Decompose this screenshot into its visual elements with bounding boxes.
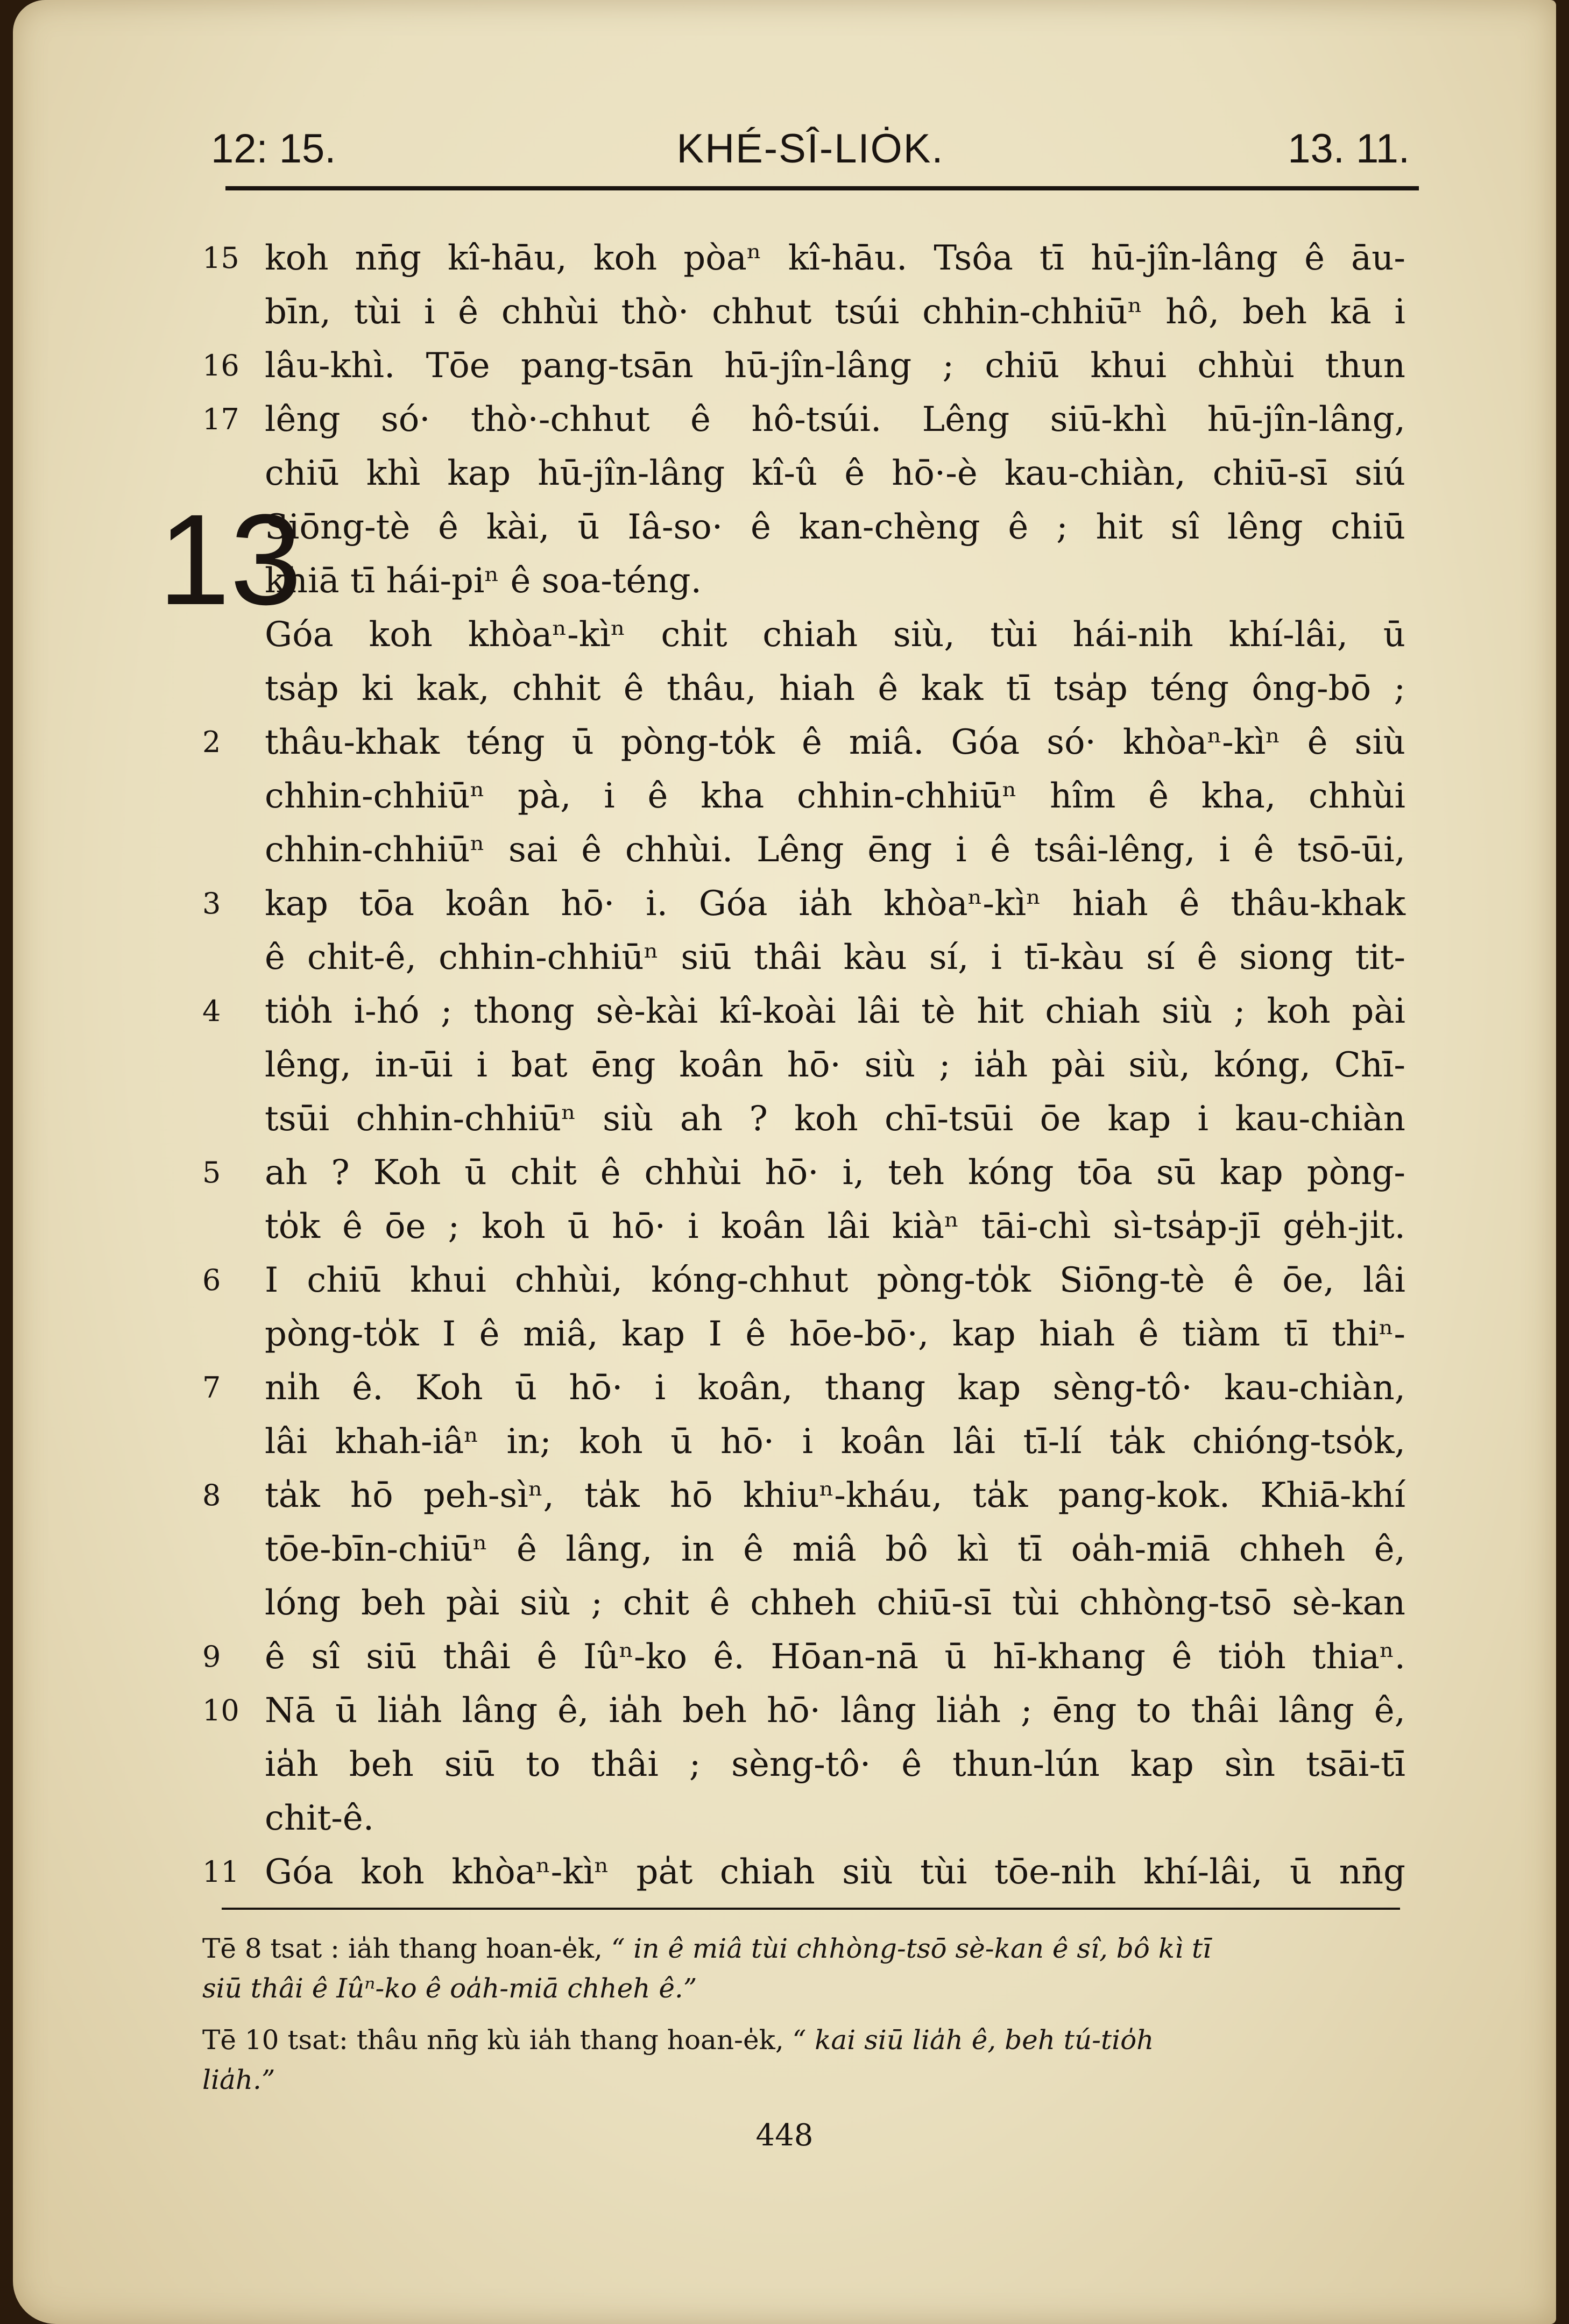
verse-number: 15 xyxy=(202,241,239,275)
header-book-title: KHÉ-SÎ-LIȮK. xyxy=(676,126,944,172)
footnote-1-continued xyxy=(202,1968,1408,2008)
footnote-1 xyxy=(202,1929,1408,1968)
footnote-quote-cont: lia̍h.” xyxy=(202,2064,275,2095)
text-line: tio̍h i-hó ; thong sè-kài kî-koài lâi tè hit chiah siù ; koh pài xyxy=(265,991,1405,1031)
verse-number: 16 xyxy=(202,349,239,382)
running-header xyxy=(211,119,1410,179)
footnote-quote-cont: siū thâi ê Iûⁿ-ko ê oa̍h-miā chheh ê.” xyxy=(202,1973,697,2004)
page-number: 448 xyxy=(755,2118,814,2153)
verse-number: 6 xyxy=(202,1263,221,1297)
text-line: chhin-chhiūⁿ pà, i ê kha chhin-chhiūⁿ hîm ê kha, chhùi xyxy=(265,776,1405,816)
text-line: thâu-khak téng ū pòng-to̍k ê miâ. Góa só· khòaⁿ-kìⁿ ê siù xyxy=(265,722,1405,762)
text-line: ê sî siū thâi ê Iûⁿ-ko ê. Hōan-nā ū hī-khang ê tio̍h thiaⁿ. xyxy=(265,1637,1405,1677)
text-line: khiā tī hái-piⁿ ê soa-téng. xyxy=(265,561,702,601)
text-line: ah ? Koh ū chi̍t ê chhùi hō· i, teh kóng tōa sū kap pòng- xyxy=(265,1153,1405,1193)
footnote-quote: “ in ê miâ tùi chhòng-tsō sè-kan ê sî, bô kì tī xyxy=(611,1933,1212,1964)
verse-number: 11 xyxy=(202,1855,239,1889)
footnote-lead: Tē 8 tsat : ia̍h thang hoan-e̍k, xyxy=(202,1933,611,1964)
text-line: chhin-chhiūⁿ sai ê chhùi. Lêng ēng i ê tsâi-lêng, i ê tsō-ūi, xyxy=(265,830,1405,870)
text-line: chiū khì kap hū-jîn-lâng kî-û ê hō·-è kau-chiàn, chiū-sī siú xyxy=(265,454,1405,493)
text-line: to̍k ê ōe ; koh ū hō· i koân lâi kiàⁿ tāi-chì sì-tsa̍p-jī ge̍h-ji̍t. xyxy=(265,1207,1405,1246)
text-line: lêng, in-ūi i bat ēng koân hō· siù ; ia̍h pài siù, kóng, Chī- xyxy=(265,1045,1405,1085)
text-line: chit-ê. xyxy=(265,1798,374,1838)
verse-number: 9 xyxy=(202,1640,221,1674)
verse-number: 17 xyxy=(202,402,239,436)
text-line: bīn, tùi i ê chhùi thò· chhut tsúi chhin-chhiūⁿ hô, beh kā i xyxy=(265,292,1405,332)
verse-number: 4 xyxy=(202,994,221,1028)
text-line: tsa̍p ki kak, chhit ê thâu, hiah ê kak tī tsa̍p téng ông-bō ; xyxy=(265,669,1405,708)
text-line: tsūi chhin-chhiūⁿ siù ah ? koh chī-tsūi ōe kap i kau-chiàn xyxy=(265,1099,1405,1139)
text-line: Góa koh khòaⁿ-kìⁿ pa̍t chiah siù tùi tōe-ni̍h khí-lâi, ū nn̄g xyxy=(265,1852,1405,1892)
text-line: lóng beh pài siù ; chit ê chheh chiū-sī tùi chhòng-tsō sè-kan xyxy=(265,1583,1405,1623)
footnote-quote: “ kai siū lia̍h ê, beh tú-tio̍h xyxy=(792,2024,1154,2056)
verse-number: 10 xyxy=(202,1694,239,1727)
text-line: lâi khah-iâⁿ in; koh ū hō· i koân lâi tī-lí ta̍k chióng-tso̍k, xyxy=(265,1422,1405,1462)
footnote-2 xyxy=(202,2020,1408,2060)
text-line: koh nn̄g kî-hāu, koh pòaⁿ kî-hāu. Tsôa tī hū-jîn-lâng ê āu- xyxy=(265,238,1405,278)
text-line: lêng só· thò·-chhut ê hô-tsúi. Lêng siū-khì hū-jîn-lâng, xyxy=(265,400,1405,440)
text-line: ia̍h beh siū to thâi ; sèng-tô· ê thun-lún kap sìn tsāi-tī xyxy=(265,1745,1405,1784)
text-line: lâu-khì. Tōe pang-tsān hū-jîn-lâng ; chiū khui chhùi thun xyxy=(265,346,1405,386)
text-line: kap tōa koân hō· i. Góa ia̍h khòaⁿ-kìⁿ hiah ê thâu-khak xyxy=(265,884,1405,924)
text-line: ni̍h ê. Koh ū hō· i koân, thang kap sèng-tô· kau-chiàn, xyxy=(265,1368,1405,1408)
footnote-rule xyxy=(222,1908,1400,1910)
text-line: Siōng-tè ê kài, ū Iâ-so· ê kan-chèng ê ; hit sî lêng chiū xyxy=(265,507,1405,547)
verse-number: 8 xyxy=(202,1478,221,1512)
text-line: I chiū khui chhùi, kóng-chhut pòng-to̍k Siōng-tè ê ōe, lâi xyxy=(265,1260,1405,1300)
verse-number: 2 xyxy=(202,725,221,759)
text-line: ta̍k hō peh-sìⁿ, ta̍k hō khiuⁿ-kháu, ta̍k pang-kok. Khiā-khí xyxy=(265,1476,1405,1515)
text-line: ê chi̍t-ê, chhin-chhiūⁿ siū thâi kàu sí, i tī-kàu sí ê siong tit- xyxy=(265,938,1405,977)
footnote-2-continued xyxy=(202,2060,1408,2100)
book-page xyxy=(13,0,1556,2324)
verse-number: 3 xyxy=(202,887,221,920)
text-line: Góa koh khòaⁿ-kìⁿ chi̍t chiah siù, tùi hái-ni̍h khí-lâi, ū xyxy=(265,615,1405,655)
header-verse-range-start: 12: 15. xyxy=(211,126,336,172)
text-line: pòng-to̍k I ê miâ, kap I ê hōe-bō·, kap hiah ê tiàm tī thiⁿ- xyxy=(265,1314,1405,1354)
header-verse-range-end: 13. 11. xyxy=(1288,126,1410,172)
verse-number: 5 xyxy=(202,1156,221,1189)
chapter-number: 13 xyxy=(158,487,302,632)
header-rule xyxy=(225,186,1419,190)
footnote-lead: Tē 10 tsat: thâu nn̄g kù ia̍h thang hoan-e̍k, xyxy=(202,2024,793,2056)
text-line: Nā ū lia̍h lâng ê, ia̍h beh hō· lâng lia̍h ; ēng to thâi lâng ê, xyxy=(265,1691,1405,1731)
text-line: tōe-bīn-chiūⁿ ê lâng, in ê miâ bô kì tī oa̍h-miā chheh ê, xyxy=(265,1529,1405,1569)
verse-number: 7 xyxy=(202,1371,221,1405)
